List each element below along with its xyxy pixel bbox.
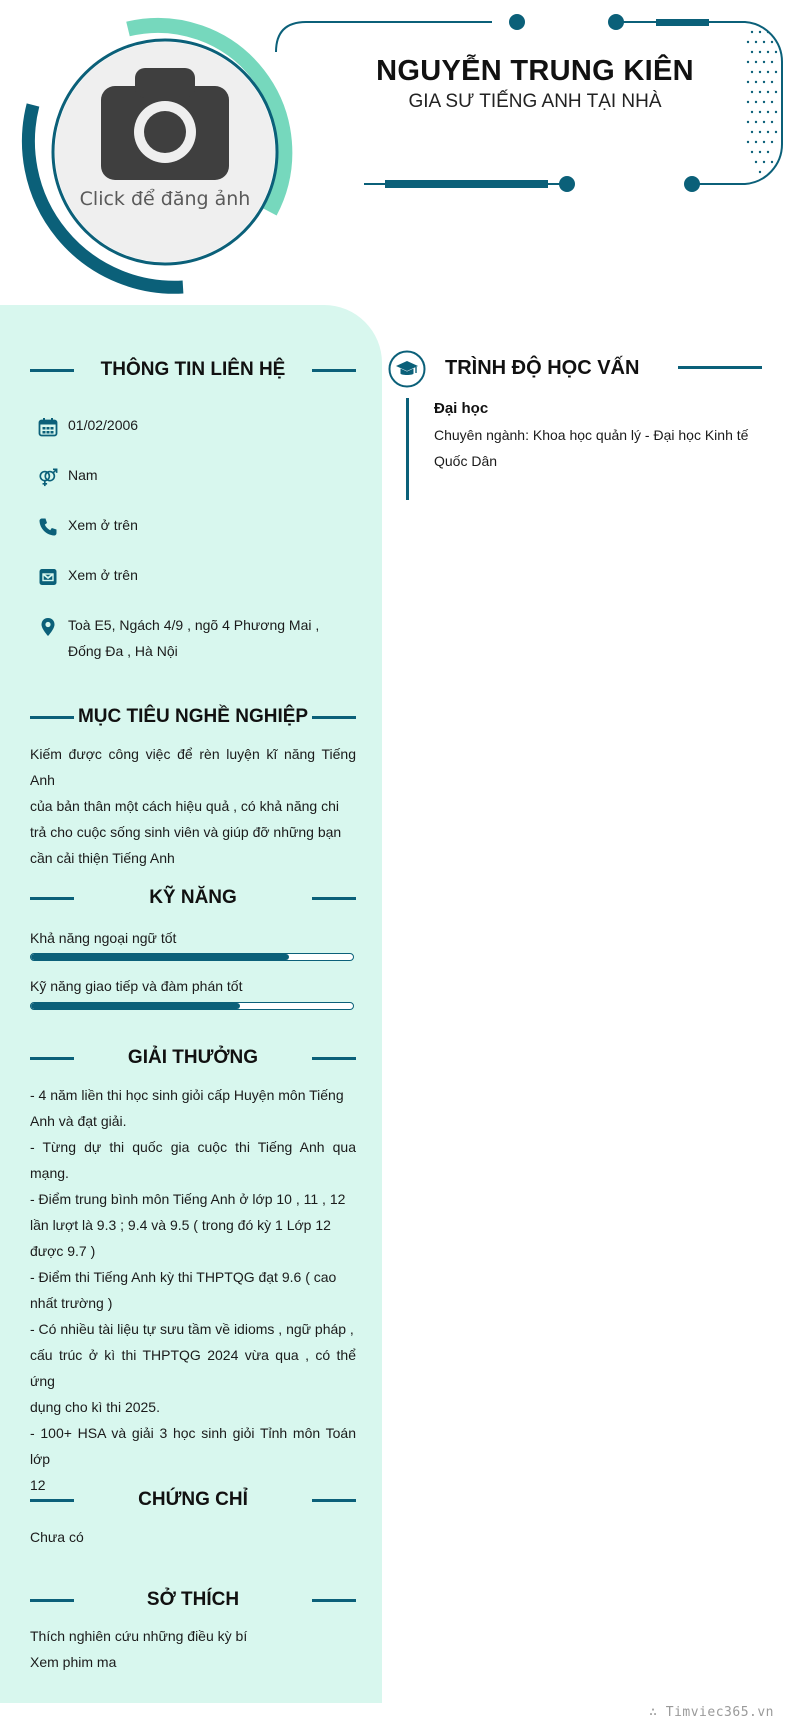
contact-email xyxy=(30,562,356,588)
award-line: nhất trường ) xyxy=(30,1295,113,1311)
awards-heading: GIẢI THƯỞNG xyxy=(30,1046,356,1070)
contact-birthdate-text: 01/02/2006 xyxy=(68,417,139,433)
skills-heading: KỸ NĂNG xyxy=(30,886,356,910)
hobbies-text xyxy=(30,1623,356,1675)
objective-line: Kiếm được công việc để rèn luyện kĩ năng Tiếng Anh xyxy=(30,746,356,788)
certificate-line: Chưa có xyxy=(30,1529,84,1545)
award-line: Anh và đạt giải. xyxy=(30,1113,127,1129)
gender-icon xyxy=(38,467,58,487)
award-line: - Điểm trung bình môn Tiếng Anh ở lớp 10 , 11 , 12 xyxy=(30,1191,346,1207)
skill-level-fill xyxy=(31,954,289,960)
contact-heading: THÔNG TIN LIÊN HỆ xyxy=(30,358,356,382)
objective-text xyxy=(30,741,356,871)
certificates-heading: CHỨNG CHỈ xyxy=(30,1488,356,1512)
certificates-text xyxy=(30,1524,356,1550)
skill-level-bar xyxy=(30,1002,354,1010)
education-heading: TRÌNH ĐỘ HỌC VẤN xyxy=(445,357,640,379)
contact-email-text: Xem ở trên xyxy=(68,567,138,583)
skill-name: Khả năng ngoại ngữ tốt xyxy=(30,930,177,946)
award-line: 12 xyxy=(30,1477,46,1493)
award-line: - Từng dự thi quốc gia cuộc thi Tiếng Anh qua mạng. xyxy=(30,1139,356,1181)
hobby-line: Thích nghiên cứu những điều kỳ bí xyxy=(30,1628,248,1644)
avatar-caption: Click để đăng ảnh xyxy=(79,188,251,210)
hobbies-heading: SỞ THÍCH xyxy=(30,1588,356,1612)
contact-birthdate xyxy=(30,412,356,438)
objective-line: cần cải thiện Tiếng Anh xyxy=(30,850,175,866)
header-frame-decoration xyxy=(0,0,800,300)
education-timeline-bar xyxy=(406,398,409,500)
contact-address-line: Toà E5, Ngách 4/9 , ngõ 4 Phương Mai , xyxy=(68,617,320,633)
calendar-icon xyxy=(38,417,58,437)
contact-gender xyxy=(30,462,356,488)
watermark: ∴ Timviec365.vn xyxy=(649,1705,774,1720)
education-description xyxy=(434,422,760,474)
award-line: - Điểm thi Tiếng Anh kỳ thi THPTQG đạt 9.6 ( cao xyxy=(30,1269,337,1285)
contact-gender-text: Nam xyxy=(68,467,98,483)
candidate-job-title: GIA SƯ TIẾNG ANH TẠI NHÀ xyxy=(408,91,662,112)
contact-phone xyxy=(30,512,356,538)
skill-level-bar xyxy=(30,953,354,961)
awards-text xyxy=(30,1082,356,1498)
email-icon xyxy=(38,567,58,587)
objective-heading: MỤC TIÊU NGHỀ NGHIỆP xyxy=(30,705,356,729)
contact-address-line: Đống Đa , Hà Nội xyxy=(68,643,178,659)
objective-line: của bản thân một cách hiệu quả , có khả năng chi xyxy=(30,798,339,814)
location-pin-icon xyxy=(38,617,58,637)
education-description-line: Quốc Dân xyxy=(434,453,498,469)
hobby-line: Xem phim ma xyxy=(30,1654,117,1670)
education-degree: Đại học xyxy=(434,400,489,417)
award-line: được 9.7 ) xyxy=(30,1243,96,1259)
skill-level-fill xyxy=(31,1003,240,1009)
left-column xyxy=(0,305,382,1703)
award-line: lần lượt là 9.3 ; 9.4 và 9.5 ( trong đó kỳ 1 Lớp 12 xyxy=(30,1217,331,1233)
contact-address xyxy=(30,612,356,664)
award-line: - Có nhiều tài liệu tự sưu tầm về idioms , ngữ pháp , xyxy=(30,1321,354,1337)
phone-icon xyxy=(38,517,58,537)
candidate-name: NGUYỄN TRUNG KIÊN xyxy=(376,55,694,87)
watermark-text: Timviec365.vn xyxy=(665,1705,774,1720)
graduation-cap-icon xyxy=(388,350,426,388)
education-heading-divider xyxy=(678,366,762,369)
education-description-line: Chuyên ngành: Khoa học quản lý - Đại học Kinh tế xyxy=(434,427,749,443)
award-line: cấu trúc ở kì thi THPTQG 2024 vừa qua , có thể ứng xyxy=(30,1347,356,1389)
award-line: dụng cho kì thi 2025. xyxy=(30,1399,160,1415)
award-line: - 100+ HSA và giải 3 học sinh giỏi Tỉnh môn Toán lớp xyxy=(30,1425,356,1467)
skill-name: Kỹ năng giao tiếp và đàm phán tốt xyxy=(30,978,243,994)
objective-line: trả cho cuộc sống sinh viên và giúp đỡ những bạn xyxy=(30,824,342,840)
contact-phone-text: Xem ở trên xyxy=(68,517,138,533)
cv-header xyxy=(0,0,800,300)
award-line: - 4 năm liền thi học sinh giỏi cấp Huyện môn Tiếng xyxy=(30,1087,344,1103)
